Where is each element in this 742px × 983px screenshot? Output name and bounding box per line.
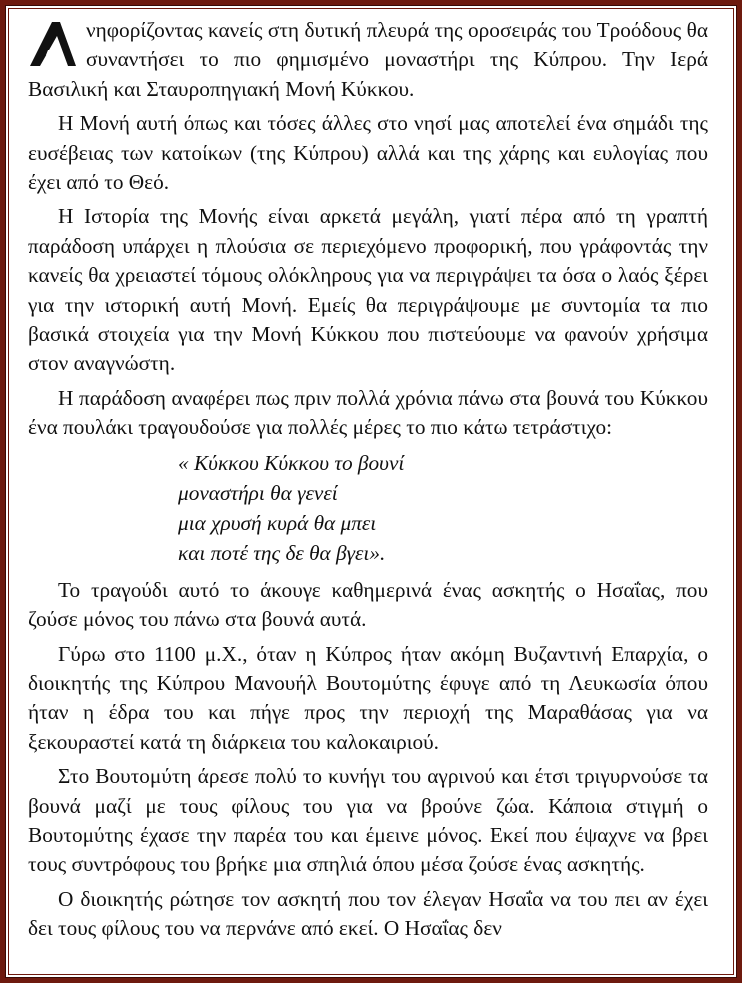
paragraph bbox=[28, 762, 708, 880]
paragraph-intro bbox=[28, 16, 708, 104]
paragraph-text: Η Μονή αυτή όπως και τόσες άλλες στο νησί μας αποτελεί ένα σημάδι της ευσέβειας των κατοίκων (της Κύπρου) αλλά και της χάρης και ευλογίας που έχει από το Θεό. bbox=[28, 111, 708, 195]
paragraph-text: Στο Βουτομύτη άρεσε πολύ το κυνήγι του αγρινού και έτσι τριγυρνούσε τα βουνά μαζί με τους φίλους του για να βρούνε ζώα. Κάποια στιγμή ο Βουτομύτης έχασε την παρέα του και έμεινε μόνος. Εκεί που έψαχνε να βρει τους συντρόφους του βρήκε μια σπηλιά όπου μέσα ζούσε ένας ασκητής. bbox=[28, 764, 708, 877]
paragraph-text: Η Ιστορία της Μονής είναι αρκετά μεγάλη, γιατί πέρα από τη γραπτή παράδοση υπάρχει η πλούσια σε περιεχόμενο προφορική, που γράφοντάς την κανείς θα χρειαστεί τόμους ολόκληρους για να περιγράψει τα όσα ο λαός ξέρει για την ιστορική αυτή Μονή. Εμείς θα περιγράψουμε με συντομία τα πιο βασικά στοιχεία για την Μονή Κύκκου που πιστεύουμε να φανούν χρήσιμα στον αναγνώστη. bbox=[28, 204, 708, 376]
paragraph-text: Το τραγούδι αυτό το άκουγε καθημερινά ένας ασκητής ο Ησαΐας, που ζούσε μόνος του πάνω στα βουνά αυτά. bbox=[28, 577, 708, 632]
poem-quatrain bbox=[178, 448, 708, 568]
poem-line: « Κύκκου Κύκκου το βουνί bbox=[178, 450, 405, 475]
paragraph-text: Γύρω στο 1100 μ.Χ., όταν η Κύπρος ήταν ακόμη Βυζαντινή Επαρχία, ο διοικητής της Κύπρου Μανουήλ Βουτομύτης έφυγε από τη Λευκωσία όπου ήταν η έδρα του και πήγε προς την περιοχή της Μαραθάσας για να ξεκουραστεί κατά τη διάρκεια του καλοκαιριού. bbox=[28, 641, 708, 754]
poem-line: και ποτέ της δε θα βγει». bbox=[178, 540, 386, 565]
drop-cap-alpha bbox=[28, 20, 78, 70]
poem-line: μια χρυσή κυρά θα μπει bbox=[178, 510, 377, 535]
paragraph bbox=[28, 202, 708, 378]
document-page bbox=[28, 16, 708, 976]
paragraph-text: Η παράδοση αναφέρει πως πριν πολλά χρόνια πάνω στα βουνά του Κύκκου ένα πουλάκι τραγουδούσε για πολλές μέρες το πιο κάτω τετράστιχο: bbox=[28, 385, 708, 440]
paragraph bbox=[28, 109, 708, 197]
paragraph-text: Ο διοικητής ρώτησε τον ασκητή που τον έλεγαν Ησαΐα να του πει αν έχει δει τους φίλους του να περνάνε από εκεί. Ο Ησαΐας δεν bbox=[28, 886, 708, 941]
poem-line: μοναστήρι θα γενεί bbox=[178, 480, 338, 505]
paragraph bbox=[28, 384, 708, 443]
paragraph-continues bbox=[28, 885, 708, 944]
paragraph-text: νηφορίζοντας κανείς στη δυτική πλευρά της οροσειράς του Τροόδους θα συναντήσει το πιο φημισμένο μοναστήρι της Κύπρου. Την Ιερά Βασιλική και Σταυροπηγιακή Μονή Κύκκου. bbox=[28, 18, 708, 101]
paragraph bbox=[28, 576, 708, 635]
paragraph bbox=[28, 640, 708, 758]
